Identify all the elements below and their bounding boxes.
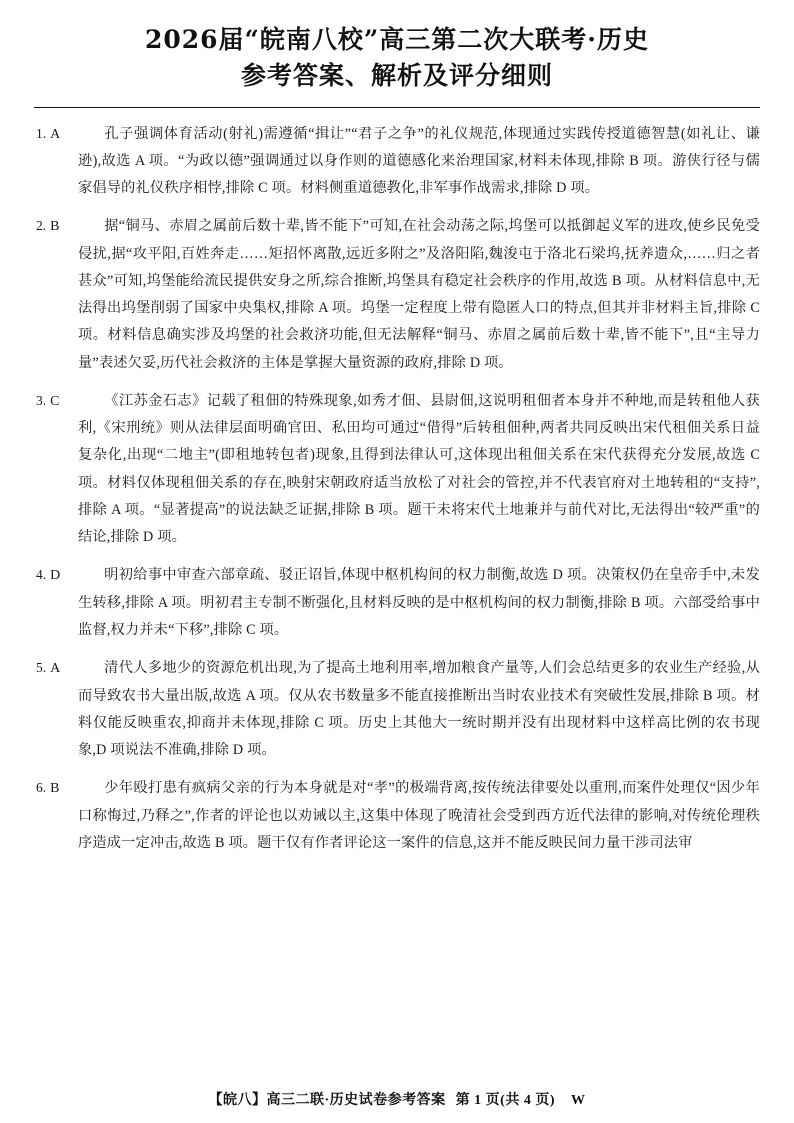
answer-choice: C bbox=[50, 393, 60, 409]
answer-explanation bbox=[78, 655, 760, 764]
answer-label bbox=[34, 775, 78, 803]
answer-explanation-text: 据“铜马、赤眉之属前后数十辈,皆不能下”可知,在社会动荡之际,坞堡可以抵御起义军的进攻,使乡民免受侵扰,据“攻平阳,百姓奔走……矩招怀离散,远近多附之”及洛阳陷,魏浚屯于洛北石梁坞,抚养遗众,……归之者甚众”可知,坞堡能给流民提供安身之所,综合推断,坞堡具有稳定社会秩序的作用,故选 B 项。从材料信息中,无法得出坞堡削弱了国家中央集权,排除 A 项。坞堡一定程度上带有隐匿人口的特点,但其并非材料主旨,排除 C 项。材料信息确实涉及坞堡的社会救济功能,但无法解释“铜马、赤眉之属前后数十辈,皆不能下”,且“主导力量”表述欠妥,历代社会救济的主体是掌握大量资源的政府,排除 D 项。 bbox=[78, 218, 760, 371]
answer-item bbox=[34, 775, 760, 857]
answer-choice: A bbox=[50, 126, 61, 142]
answer-explanation-text: 清代人多地少的资源危机出现,为了提高土地利用率,增加粮食产量等,人们会总结更多的农业生产经验,从而导致农书大量出版,故选 A 项。仅从农书数量多不能直接推断出当时农业技术有突破性发展,排除 B 项。材料仅能反映重农,抑商并未体现,排除 C 项。历史上其他大一统时期并没有出现材料中这样高比例的农书现象,D 项说法不准确,排除 D 项。 bbox=[78, 660, 760, 759]
answer-number: 2. bbox=[36, 218, 47, 234]
answer-choice: A bbox=[50, 661, 61, 677]
answer-number: 3. bbox=[36, 392, 47, 408]
answer-label bbox=[34, 655, 78, 683]
answer-choice: B bbox=[50, 781, 60, 797]
page-header bbox=[34, 18, 760, 108]
answer-explanation bbox=[78, 388, 760, 552]
answer-label bbox=[34, 213, 78, 241]
answer-label bbox=[34, 388, 78, 416]
answer-choice: B bbox=[50, 219, 60, 235]
answer-explanation-text: 少年殴打患有疯病父亲的行为本身就是对“孝”的极端背离,按传统法律要处以重刑,而案件处理仅“因少年口称悔过,乃释之”,作者的评论也以劝诫以主,这集中体现了晚清社会受到西方近代法律的影响,对传统伦理秩序造成一定冲击,故选 B 项。题干仅有作者评论这一案件的信息,这并不能反映民间力量干涉司法审 bbox=[78, 780, 760, 851]
answer-explanation bbox=[78, 562, 760, 644]
answer-explanation-text: 明初给事中审查六部章疏、驳正诏旨,体现中枢机构间的权力制衡,故选 D 项。决策权仍在皇帝手中,未发生转移,排除 A 项。明初君主专制不断强化,且材料反映的是中枢机构间的权力制衡,排除 B 项。六部受给事中监督,权力并未“下移”,排除 C 项。 bbox=[78, 567, 760, 639]
answer-item bbox=[34, 562, 760, 644]
page-title-line1: 2026届“皖南八校”高三第二次大联考·历史 bbox=[144, 25, 650, 54]
answer-item bbox=[34, 655, 760, 764]
header-divider bbox=[34, 107, 760, 108]
answer-number: 1. bbox=[36, 125, 47, 141]
answer-number: 4. bbox=[36, 567, 47, 583]
answer-item bbox=[34, 213, 760, 377]
footer-page-number: 第 1 页(共 4 页) bbox=[455, 1093, 555, 1108]
footer-code: W bbox=[571, 1093, 586, 1108]
answer-label bbox=[34, 562, 78, 590]
answer-explanation bbox=[78, 775, 760, 857]
answer-explanation bbox=[78, 213, 760, 377]
answer-item bbox=[34, 121, 760, 203]
answer-label bbox=[34, 121, 78, 149]
answer-item bbox=[34, 388, 760, 552]
page-footer bbox=[0, 1089, 794, 1109]
footer-exam-label: 【皖八】高三二联·历史试卷参考答案 bbox=[208, 1093, 446, 1108]
answer-number: 5. bbox=[36, 660, 47, 676]
answer-number: 6. bbox=[36, 780, 47, 796]
answer-choice: D bbox=[50, 568, 61, 584]
answer-explanation-text: 《江苏金石志》记载了租佃的特殊现象,如秀才佃、县尉佃,这说明租佃者本身并不种地,而是转租他人获利,《宋刑统》则从法律层面明确官田、私田均可通过“借得”后转租佃种,两者共同反映出宋代租佃关系日益复杂化,出现“二地主”(即租地转包者)现象,且得到法律认可,这体现出租佃关系在宋代获得充分发展,故选 C 项。材料仅体现租佃关系的存在,映射宋朝政府适当放松了对社会的管控,并不代表官府对土地转租的“支持”,排除 A 项。“显著提高”的说法缺乏证据,排除 B 项。题干未将宋代土地兼并与前代对比,无法得出“较严重”的结论,排除 D 项。 bbox=[78, 392, 760, 546]
answers-list bbox=[34, 121, 760, 858]
answer-explanation-text: 孔子强调体育活动(射礼)需遵循“揖让”“君子之争”的礼仪规范,体现通过实践传授道德智慧(如礼让、谦逊),故选 A 项。“为政以德”强调通过以身作则的道德感化来治理国家,材料未体现,排除 B 项。游侠行径与儒家倡导的礼仪秩序相悖,排除 C 项。材料侧重道德教化,非军事作战需求,排除 D 项。 bbox=[78, 125, 760, 197]
answer-explanation bbox=[78, 121, 760, 203]
page-title-line2: 参考答案、解析及评分细则 bbox=[240, 61, 553, 91]
